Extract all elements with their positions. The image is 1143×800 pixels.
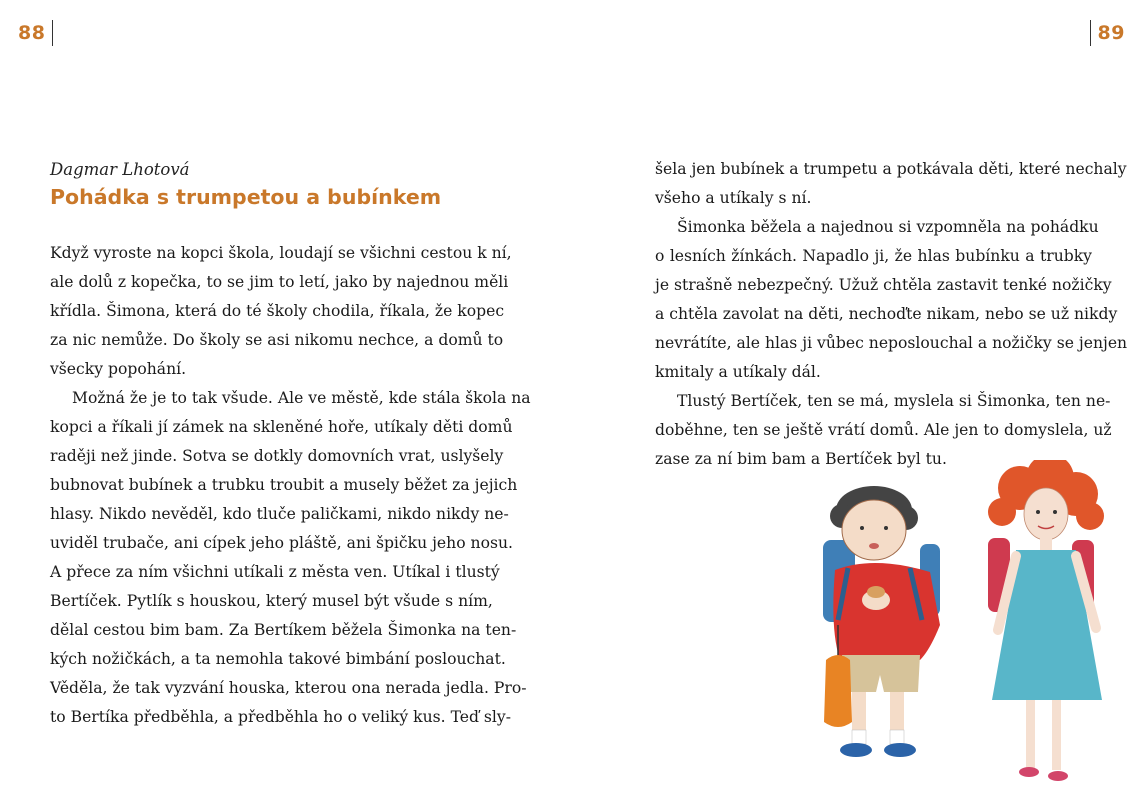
text-line: Tlustý Bertíček, ten se má, myslela si Šimonka, ten ne- — [677, 392, 1111, 410]
text-line: o lesních žínkách. Napadlo ji, že hlas bubínku a trubky — [655, 247, 1092, 265]
text-line: Bertíček. Pytlík s houskou, který musel být všude s ním, — [50, 592, 493, 610]
text-line: uviděl trubače, ani cípek jeho pláště, ani špičku jeho nosu. — [50, 534, 513, 552]
text-line: Možná že je to tak všude. Ale ve městě, kde stála škola na — [72, 389, 531, 407]
text-line: za nic nemůže. Do školy se asi nikomu nechce, a domů to — [50, 331, 504, 349]
text-line: nevrátíte, ale hlas ji vůbec neposlouchal a nožičky se jenjen — [655, 334, 1128, 352]
text-line: kých nožičkách, a ta nemohla takové bimbání poslouchat. — [50, 650, 506, 668]
text-line: dělal cestou bim bam. Za Bertíkem běžela Šimonka na ten- — [50, 621, 517, 639]
text-line: všecky popohání. — [50, 360, 187, 378]
text-line: kmitaly a utíkaly dál. — [655, 363, 821, 381]
text-line: doběhne, ten se ještě vrátí domů. Ale jen to domyslela, už — [655, 421, 1112, 439]
page-number-divider-right — [1090, 20, 1091, 46]
text-line: křídla. Šimona, která do té školy chodila, říkala, že kopec — [50, 302, 505, 320]
text-line: je strašně nebezpečný. Užuž chtěla zastavit tenké nožičky — [655, 276, 1112, 294]
page-number-divider-left — [52, 20, 53, 46]
right-column-text — [655, 155, 1128, 474]
text-line: zase za ní bim bam a Bertíček byl tu. — [655, 450, 947, 468]
children-illustration — [780, 460, 1110, 790]
text-line: kopci a říkali jí zámek na skleněné hoře, utíkaly děti domů — [50, 418, 513, 436]
girl-figure — [988, 460, 1104, 781]
text-line: bubnovat bubínek a trubku troubit a musely běžet za jejich — [50, 476, 518, 494]
page-number-right: 89 — [1097, 22, 1125, 44]
text-line: Když vyroste na kopci škola, loudají se všichni cestou k ní, — [50, 244, 512, 262]
text-line: ale dolů z kopečka, to se jim to letí, jako by najednou měli — [50, 273, 509, 291]
boy-figure — [823, 486, 940, 757]
text-line: a chtěla zavolat na děti, nechoďte nikam, nebo se už nikdy — [655, 305, 1118, 323]
story-title: Pohádka s trumpetou a bubínkem — [50, 185, 442, 209]
text-line: A přece za ním všichni utíkali z města ven. Utíkal i tlustý — [50, 563, 500, 581]
text-line: Šimonka běžela a najednou si vzpomněla na pohádku — [677, 218, 1099, 236]
text-line: to Bertíka předběhla, a předběhla ho o veliký kus. Teď sly- — [50, 708, 511, 726]
left-column-text — [50, 239, 531, 732]
text-line: šela jen bubínek a trumpetu a potkávala děti, které nechaly — [655, 160, 1127, 178]
page-number-left: 88 — [18, 22, 46, 44]
text-line: všeho a utíkaly s ní. — [655, 189, 812, 207]
text-line: raději než jinde. Sotva se dotkly domovních vrat, uslyšely — [50, 447, 504, 465]
author-name: Dagmar Lhotová — [50, 160, 190, 179]
text-line: Věděla, že tak vyzvání houska, kterou ona nerada jedla. Pro- — [50, 679, 527, 697]
text-line: hlasy. Nikdo nevěděl, kdo tluče paličkami, nikdo nikdy ne- — [50, 505, 509, 523]
